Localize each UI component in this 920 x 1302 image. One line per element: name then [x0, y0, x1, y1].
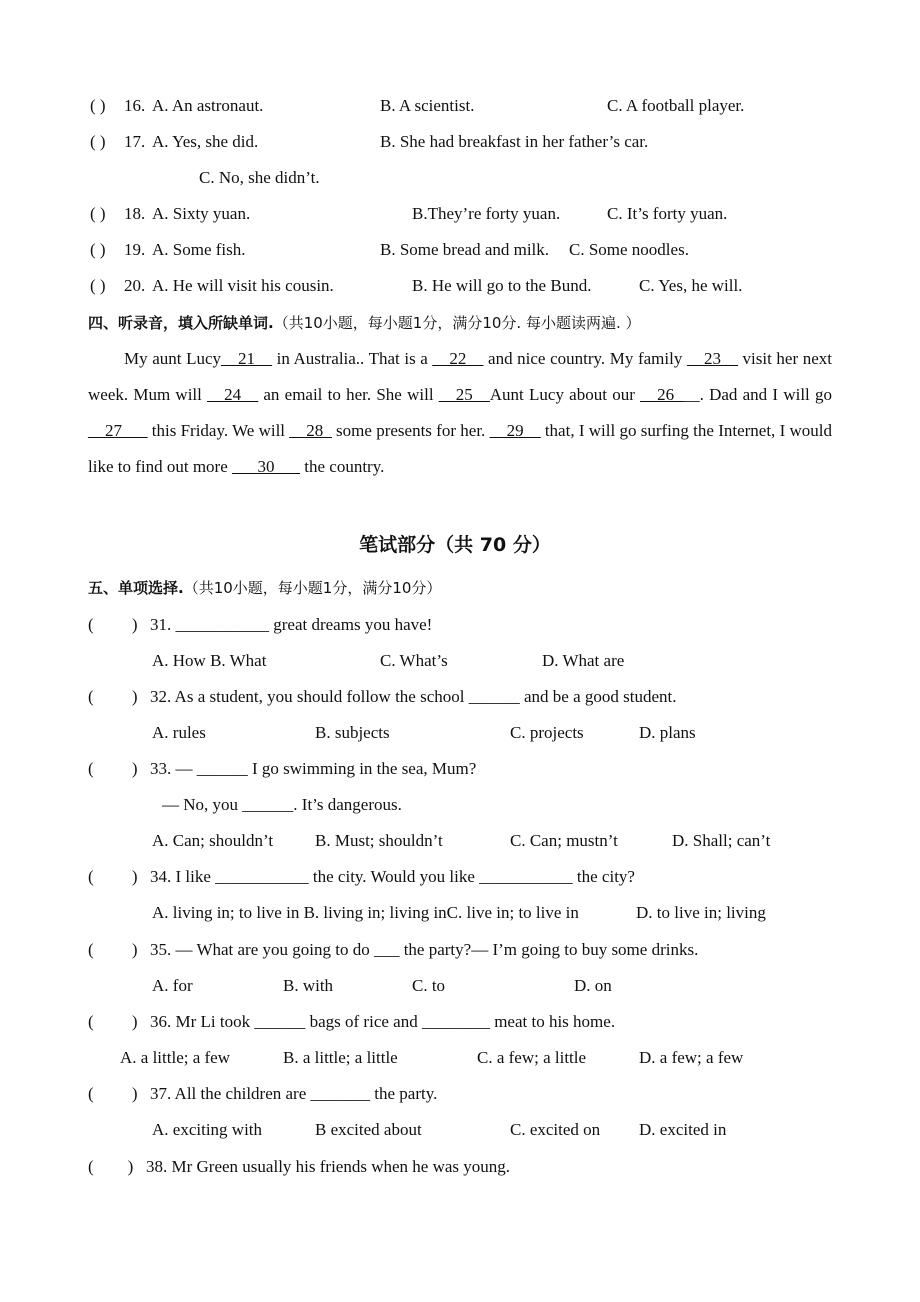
passage-text: and nice country. My family: [483, 349, 687, 368]
q16-number: 16.: [124, 96, 146, 115]
q33-option: C. Can; mustn’t: [510, 831, 618, 850]
q16-option-c: C. A football player.: [607, 96, 745, 115]
blank-30: ___30___: [232, 457, 301, 476]
q16-option-a: A. An astronaut.: [152, 96, 264, 115]
q18-option-a: A. Sixty yuan.: [152, 204, 251, 223]
q18-option-c: C. It’s forty yuan.: [607, 204, 728, 223]
q32-option: D. plans: [639, 723, 696, 742]
passage-text: My aunt Lucy: [124, 349, 222, 368]
section4-heading: 四、听录音，填入所缺单词.: [88, 314, 274, 332]
q34-option: D. to live in; living: [636, 903, 766, 922]
passage-text: in Australia.. That is a: [272, 349, 433, 368]
q17-number: 17.: [124, 132, 146, 151]
q20-option-a: A. He will visit his cousin.: [152, 276, 334, 295]
q16-paren: ( ): [90, 96, 106, 115]
q37-stem: 37. All the children are _______ the party.: [150, 1084, 438, 1103]
q33-paren: ( ): [88, 759, 138, 778]
q20-option-c: C. Yes, he will.: [639, 276, 743, 295]
q36-option: B. a little; a little: [283, 1048, 398, 1067]
q18-number: 18.: [124, 204, 146, 223]
q37-option: B excited about: [315, 1120, 422, 1139]
q17-option-c: C. No, she didn’t.: [199, 168, 320, 187]
blank-24: __24__: [207, 385, 259, 404]
q31-option: C. What’s: [380, 651, 448, 670]
q18-paren: ( ): [90, 204, 106, 223]
q20-paren: ( ): [90, 276, 106, 295]
section4-heading-line: [88, 312, 641, 334]
blank-22: __22__: [432, 349, 484, 368]
q36-stem: 36. Mr Li took ______ bags of rice and ________ meat to his home.: [150, 1012, 616, 1031]
passage-text: that, I will go surfing the Internet, I would like to find out more: [88, 421, 832, 476]
blank-23: __23__: [686, 349, 738, 368]
passage-text: Aunt Lucy about our: [489, 385, 641, 404]
q19-paren: ( ): [90, 240, 106, 259]
q32-option: A. rules: [152, 723, 206, 742]
passage-text: some presents for her.: [331, 421, 490, 440]
section5-heading: 五、单项选择.: [88, 579, 184, 597]
q19-option-b: B. Some bread and milk.: [380, 240, 550, 259]
blank-27: __27___: [88, 421, 148, 440]
section5-note: （共10小题，每小题1分，满分10分）: [183, 579, 442, 597]
q33-option: B. Must; shouldn’t: [315, 831, 443, 850]
q19-option-a: A. Some fish.: [152, 240, 246, 259]
q19-number: 19.: [124, 240, 146, 259]
q31-option: D. What are: [542, 651, 625, 670]
q37-option: D. excited in: [639, 1120, 727, 1139]
q32-stem: 32. As a student, you should follow the school ______ and be a good student.: [150, 687, 677, 706]
q31-stem: 31. ___________ great dreams you have!: [150, 615, 433, 634]
q37-option: A. exciting with: [152, 1120, 263, 1139]
q35-paren: ( ): [88, 940, 138, 959]
q36-option: D. a few; a few: [639, 1048, 744, 1067]
passage-text: __. Dad and I will go: [682, 385, 833, 404]
q35-stem: 35. — What are you going to do ___ the party?— I’m going to buy some drinks.: [150, 940, 699, 959]
q38-stem: 38. Mr Green usually his friends when he was young.: [146, 1157, 511, 1176]
q32-option: B. subjects: [315, 723, 390, 742]
q36-option: A. a little; a few: [120, 1048, 230, 1067]
q17-option-b: B. She had breakfast in her father’s car.: [380, 132, 649, 151]
written-part-title: 笔试部分（共 70 分）: [359, 534, 551, 556]
q32-option: C. projects: [510, 723, 584, 742]
passage-text: the country.: [300, 457, 385, 476]
q31-option: A. How B. What: [152, 651, 267, 670]
blank-21: __21__: [221, 349, 273, 368]
q33-stem: 33. — ______ I go swimming in the sea, Mum?: [150, 759, 477, 778]
q17-paren: ( ): [90, 132, 106, 151]
q32-paren: ( ): [88, 687, 138, 706]
q37-paren: ( ): [88, 1084, 138, 1103]
q35-option: B. with: [283, 976, 334, 995]
q33-stem-reply: — No, you ______. It’s dangerous.: [162, 795, 402, 814]
q36-paren: ( ): [88, 1012, 138, 1031]
q31-paren: ( ): [88, 615, 138, 634]
q37-option: C. excited on: [510, 1120, 601, 1139]
blank-26: __26_: [640, 385, 683, 404]
q20-option-b: B. He will go to the Bund.: [412, 276, 592, 295]
section4-note: （共10小题，每小题1分，满分10分. 每小题读两遍. ）: [273, 314, 641, 332]
blank-29: __29__: [489, 421, 541, 440]
q20-number: 20.: [124, 276, 146, 295]
q35-option: C. to: [412, 976, 446, 995]
blank-25: __25__: [438, 385, 490, 404]
passage-text: visit her next week. Mum will: [88, 349, 832, 404]
q35-option: A. for: [152, 976, 193, 995]
q38-paren: ( ): [88, 1157, 134, 1176]
passage-text: this Friday. We will: [147, 421, 290, 440]
section4-passage: [88, 341, 832, 485]
q34-paren: ( ): [88, 867, 138, 886]
q33-option: D. Shall; can’t: [672, 831, 771, 850]
q35-option: D. on: [574, 976, 612, 995]
q34-option: A. living in; to live in B. living in; living inC. live in; to live in: [152, 903, 579, 922]
passage-text: an email to her. She will: [258, 385, 439, 404]
q36-option: C. a few; a little: [477, 1048, 587, 1067]
q33-option: A. Can; shouldn’t: [152, 831, 274, 850]
q34-stem: 34. I like ___________ the city. Would you like ___________ the city?: [150, 867, 635, 886]
q19-option-c: C. Some noodles.: [569, 240, 689, 259]
q16-option-b: B. A scientist.: [380, 96, 475, 115]
q18-option-b: B.They’re forty yuan.: [412, 204, 561, 223]
blank-28: __28_: [289, 421, 332, 440]
q17-option-a: A. Yes, she did.: [152, 132, 259, 151]
section5-heading-line: [88, 577, 441, 599]
